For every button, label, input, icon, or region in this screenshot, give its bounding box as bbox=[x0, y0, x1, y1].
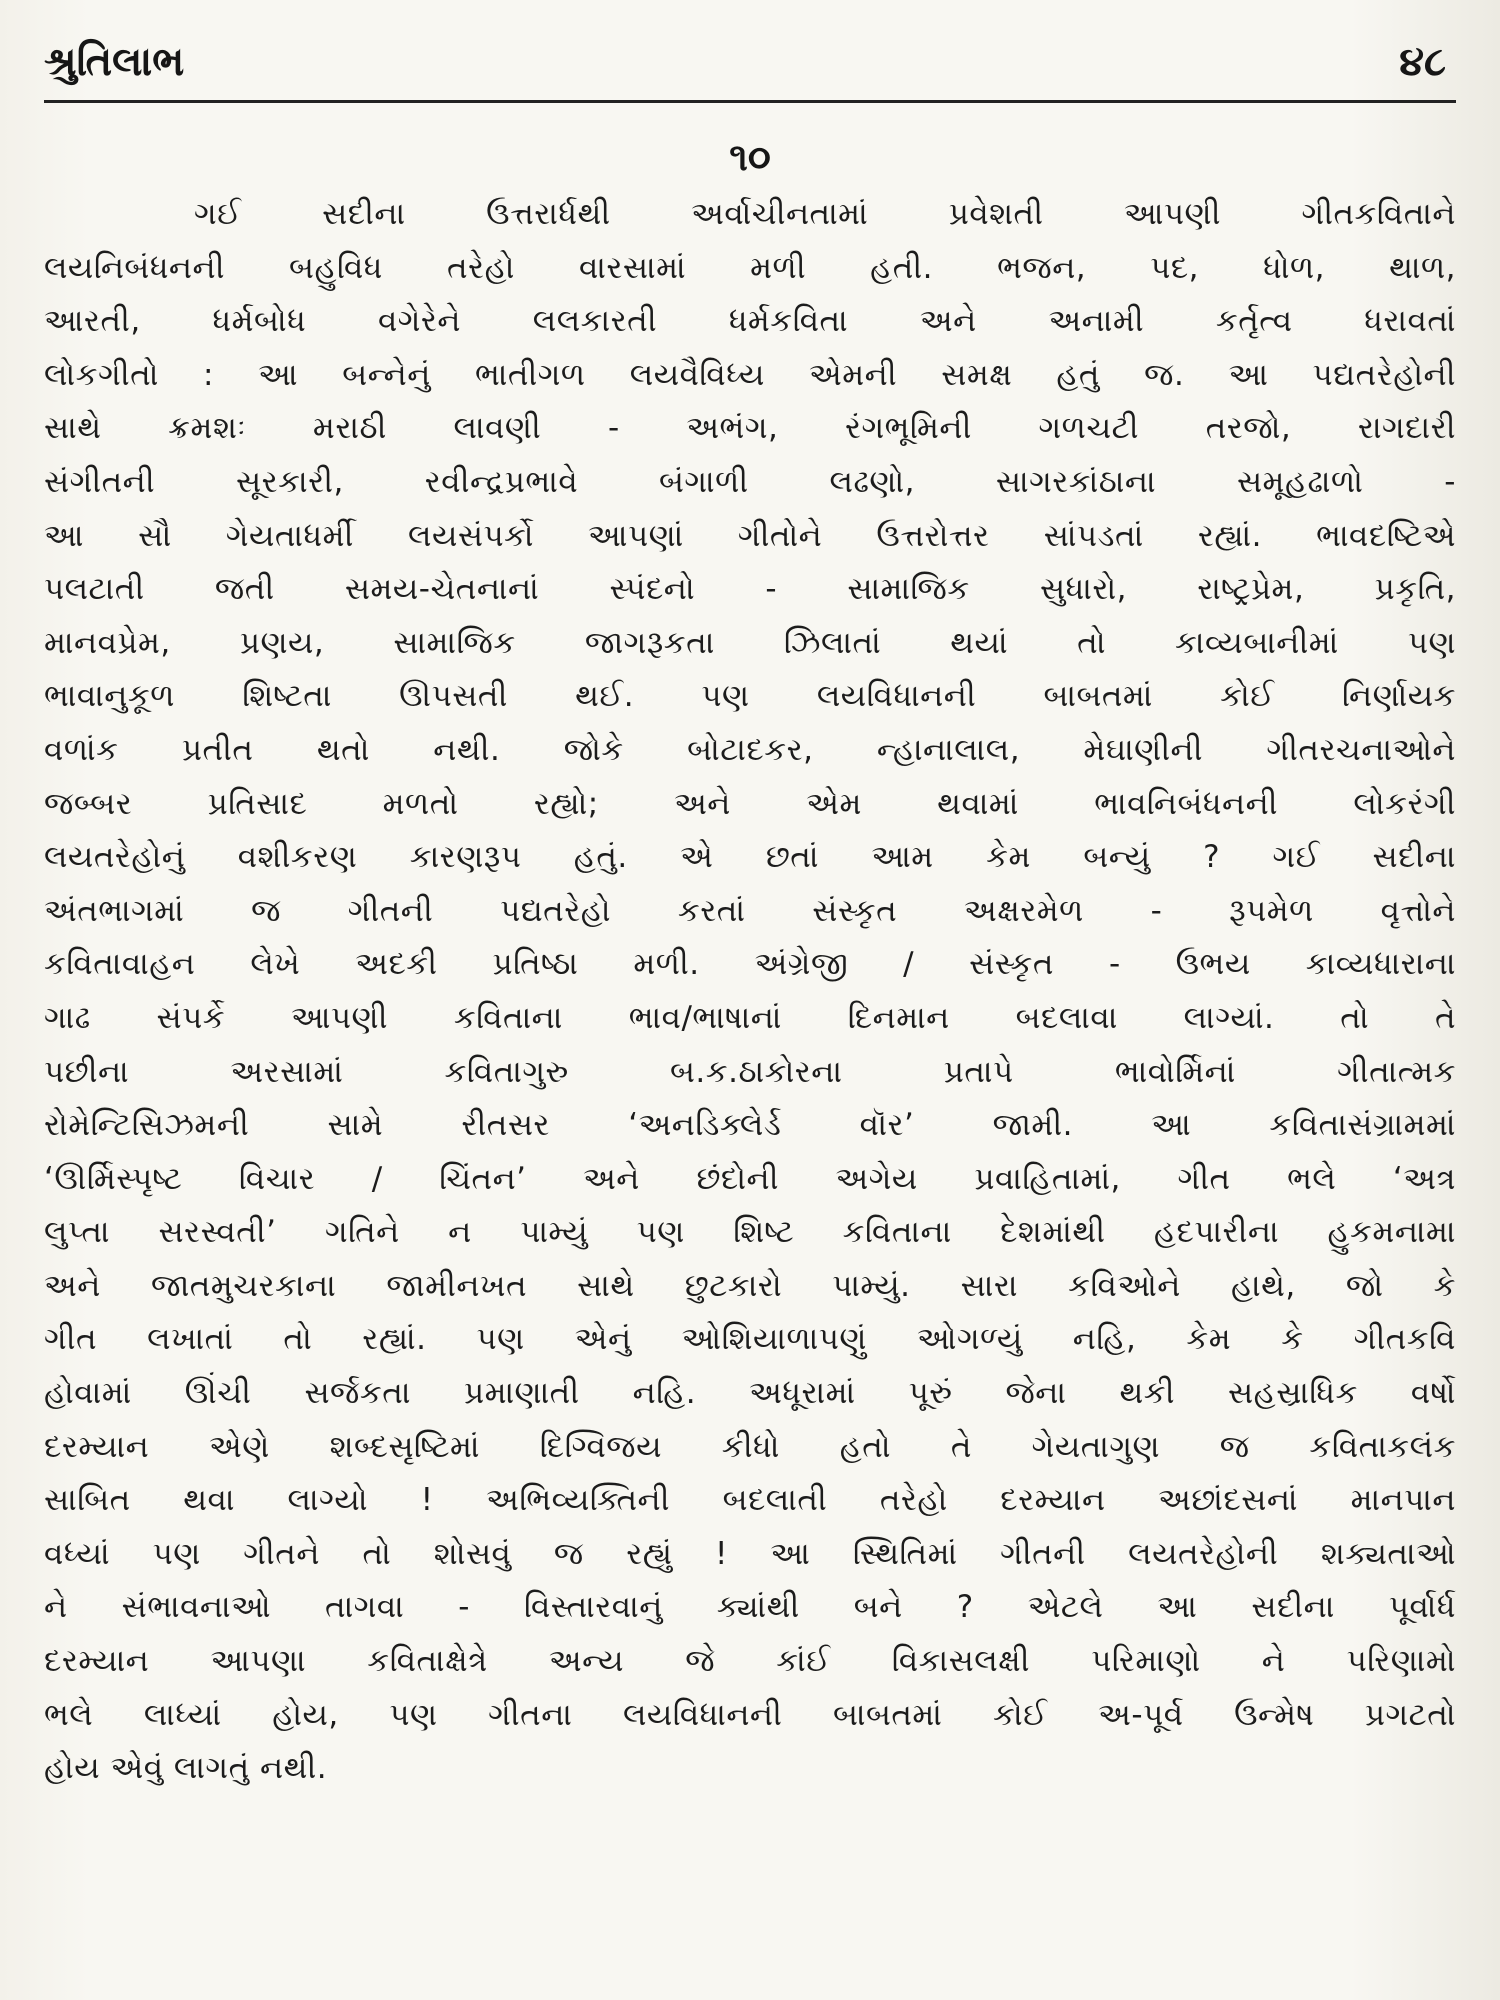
page-number: ૪૮ bbox=[1399, 39, 1446, 85]
text-line: કવિતાવાહન લેખે અદકી પ્રતિષ્ઠા મળી. અંગ્રેજી / સંસ્કૃત - ઉભય કાવ્યધારાના bbox=[44, 946, 1456, 983]
text-line: ‘ઊર્મિસ્પૃષ્ટ વિચાર / ચિંતન’ અને છંદોની અગેય પ્રવાહિતામાં, ગીત ભલે ‘અત્ર bbox=[44, 1160, 1456, 1197]
text-line: વળાંક પ્રતીત થતો નથી. જોકે બોટાદકર, ન્હાનાલાલ, મેઘાણીની ગીતરચનાઓને bbox=[44, 731, 1456, 768]
text-line: અને જાતમુચરકાના જામીનખત સાથે છુટકારો પામ્યું. સારા કવિઓને હાથે, જો કે bbox=[44, 1267, 1456, 1304]
header-rule bbox=[44, 100, 1456, 103]
text-line: પલટાતી જતી સમય-ચેતનાનાં સ્પંદનો - સામાજિક સુધારો, રાષ્ટ્રપ્રેમ, પ્રકૃતિ, bbox=[44, 571, 1456, 608]
text-line: હોવામાં ઊંચી સર્જકતા પ્રમાણાતી નહિ. અધૂરામાં પૂરું જેના થકી સહસ્રાધિક વર્ષો bbox=[44, 1375, 1456, 1412]
running-title: શ્રુતિલાભ bbox=[44, 39, 185, 85]
text-line: સાબિત થવા લાગ્યો ! અભિવ્યક્તિની બદલાતી તરેહો દરમ્યાન અછાંદસનાં માનપાન bbox=[44, 1482, 1456, 1519]
text-line: પછીના અરસામાં કવિતાગુરુ બ.ક.ઠાકોરના પ્રતાપે ભાવોર્મિનાં ગીતાત્મક bbox=[44, 1053, 1456, 1090]
section-number: ૧૦ bbox=[729, 135, 771, 179]
text-line: જબ્બર પ્રતિસાદ મળતો રહ્યો; અને એમ થવામાં ભાવનિબંધનની લોકરંગી bbox=[44, 785, 1456, 822]
text-line: વધ્યાં પણ ગીતને તો શોસવું જ રહ્યું ! આ સ્થિતિમાં ગીતની લયતરેહોની શક્યતાઓ bbox=[44, 1535, 1456, 1572]
text-line: લયનિબંધનની બહુવિધ તરેહો વારસામાં મળી હતી. ભજન, પદ, ધોળ, થાળ, bbox=[44, 249, 1456, 286]
text-line: ગાઢ સંપર્કે આપણી કવિતાના ભાવ/ભાષાનાં દિનમાન બદલાવા લાગ્યાં. તો તે bbox=[44, 999, 1456, 1036]
text-line: સંગીતની સૂરકારી, રવીન્દ્રપ્રભાવે બંગાળી લઢણો, સાગરકાંઠાના સમૂહઢાળો - bbox=[44, 463, 1456, 500]
body-paragraph bbox=[44, 188, 1456, 1796]
text-line: ગીત લખાતાં તો રહ્યાં. પણ એનું ઓશિયાળાપણું ઓગળ્યું નહિ, કેમ કે ગીતકવિ bbox=[44, 1321, 1456, 1358]
text-line: ગઈ સદીના ઉત્તરાર્ધથી અર્વાચીનતામાં પ્રવેશતી આપણી ગીતકવિતાને bbox=[194, 196, 1456, 232]
text-line: રોમેન્ટિસિઝમની સામે રીતસર ‘અનડિક્લેર્ડ વૉર’ જામી. આ કવિતાસંગ્રામમાં bbox=[44, 1107, 1456, 1144]
text-line: દરમ્યાન એણે શબ્દસૃષ્ટિમાં દિગ્વિજય કીધો હતો તે ગેયતાગુણ જ કવિતાકલંક bbox=[44, 1428, 1456, 1465]
page-header bbox=[44, 20, 1456, 102]
text-line: આ સૌ ગેયતાધર્મી લયસંપર્કો આપણાં ગીતોને ઉત્તરોત્તર સાંપડતાં રહ્યાં. ભાવદષ્ટિએ bbox=[44, 517, 1456, 554]
text-line: સાથે ક્રમશઃ મરાઠી લાવણી - અભંગ, રંગભૂમિની ગળચટી તરજો, રાગદારી bbox=[44, 410, 1456, 447]
text-line: ભાવાનુકૂળ શિષ્ટતા ઊપસતી થઈ. પણ લયવિધાનની બાબતમાં કોઈ નિર્ણાયક bbox=[44, 678, 1456, 715]
text-line: લયતરેહોનું વશીકરણ કારણરૂપ હતું. એ છતાં આમ કેમ બન્યું ? ગઈ સદીના bbox=[44, 839, 1456, 876]
text-line: હોય એવું લાગતું નથી. bbox=[44, 1750, 328, 1787]
text-line: ને સંભાવનાઓ તાગવા - વિસ્તારવાનું ક્યાંથી બને ? એટલે આ સદીના પૂર્વાર્ધ bbox=[44, 1589, 1456, 1626]
text-line: દરમ્યાન આપણા કવિતાક્ષેત્રે અન્ય જે કાંઈ વિકાસલક્ષી પરિમાણો ને પરિણામો bbox=[44, 1643, 1456, 1680]
text-line: લુપ્તા સરસ્વતી’ ગતિને ન પામ્યું પણ શિષ્ટ કવિતાના દેશમાંથી હદપારીના હુકમનામા bbox=[44, 1214, 1456, 1251]
text-line: આરતી, ધર્મબોધ વગેરેને લલકારતી ધર્મકવિતા અને અનામી કર્તૃત્વ ધરાવતાં bbox=[44, 303, 1456, 340]
text-line: ભલે લાધ્યાં હોય, પણ ગીતના લયવિધાનની બાબતમાં કોઈ અ-પૂર્વ ઉન્મેષ પ્રગટતો bbox=[44, 1696, 1456, 1733]
text-line: લોકગીતો : આ બન્નેનું ભાતીગળ લયવૈવિધ્ય એમની સમક્ષ હતું જ. આ પદ્યતરેહોની bbox=[44, 356, 1456, 393]
text-line: અંતભાગમાં જ ગીતની પદ્યતરેહો કરતાં સંસ્કૃત અક્ષરમેળ - રૂપમેળ વૃત્તોને bbox=[44, 892, 1456, 929]
text-line: માનવપ્રેમ, પ્રણય, સામાજિક જાગરૂકતા ઝિલાતાં થયાં તો કાવ્યબાનીમાં પણ bbox=[44, 624, 1456, 661]
